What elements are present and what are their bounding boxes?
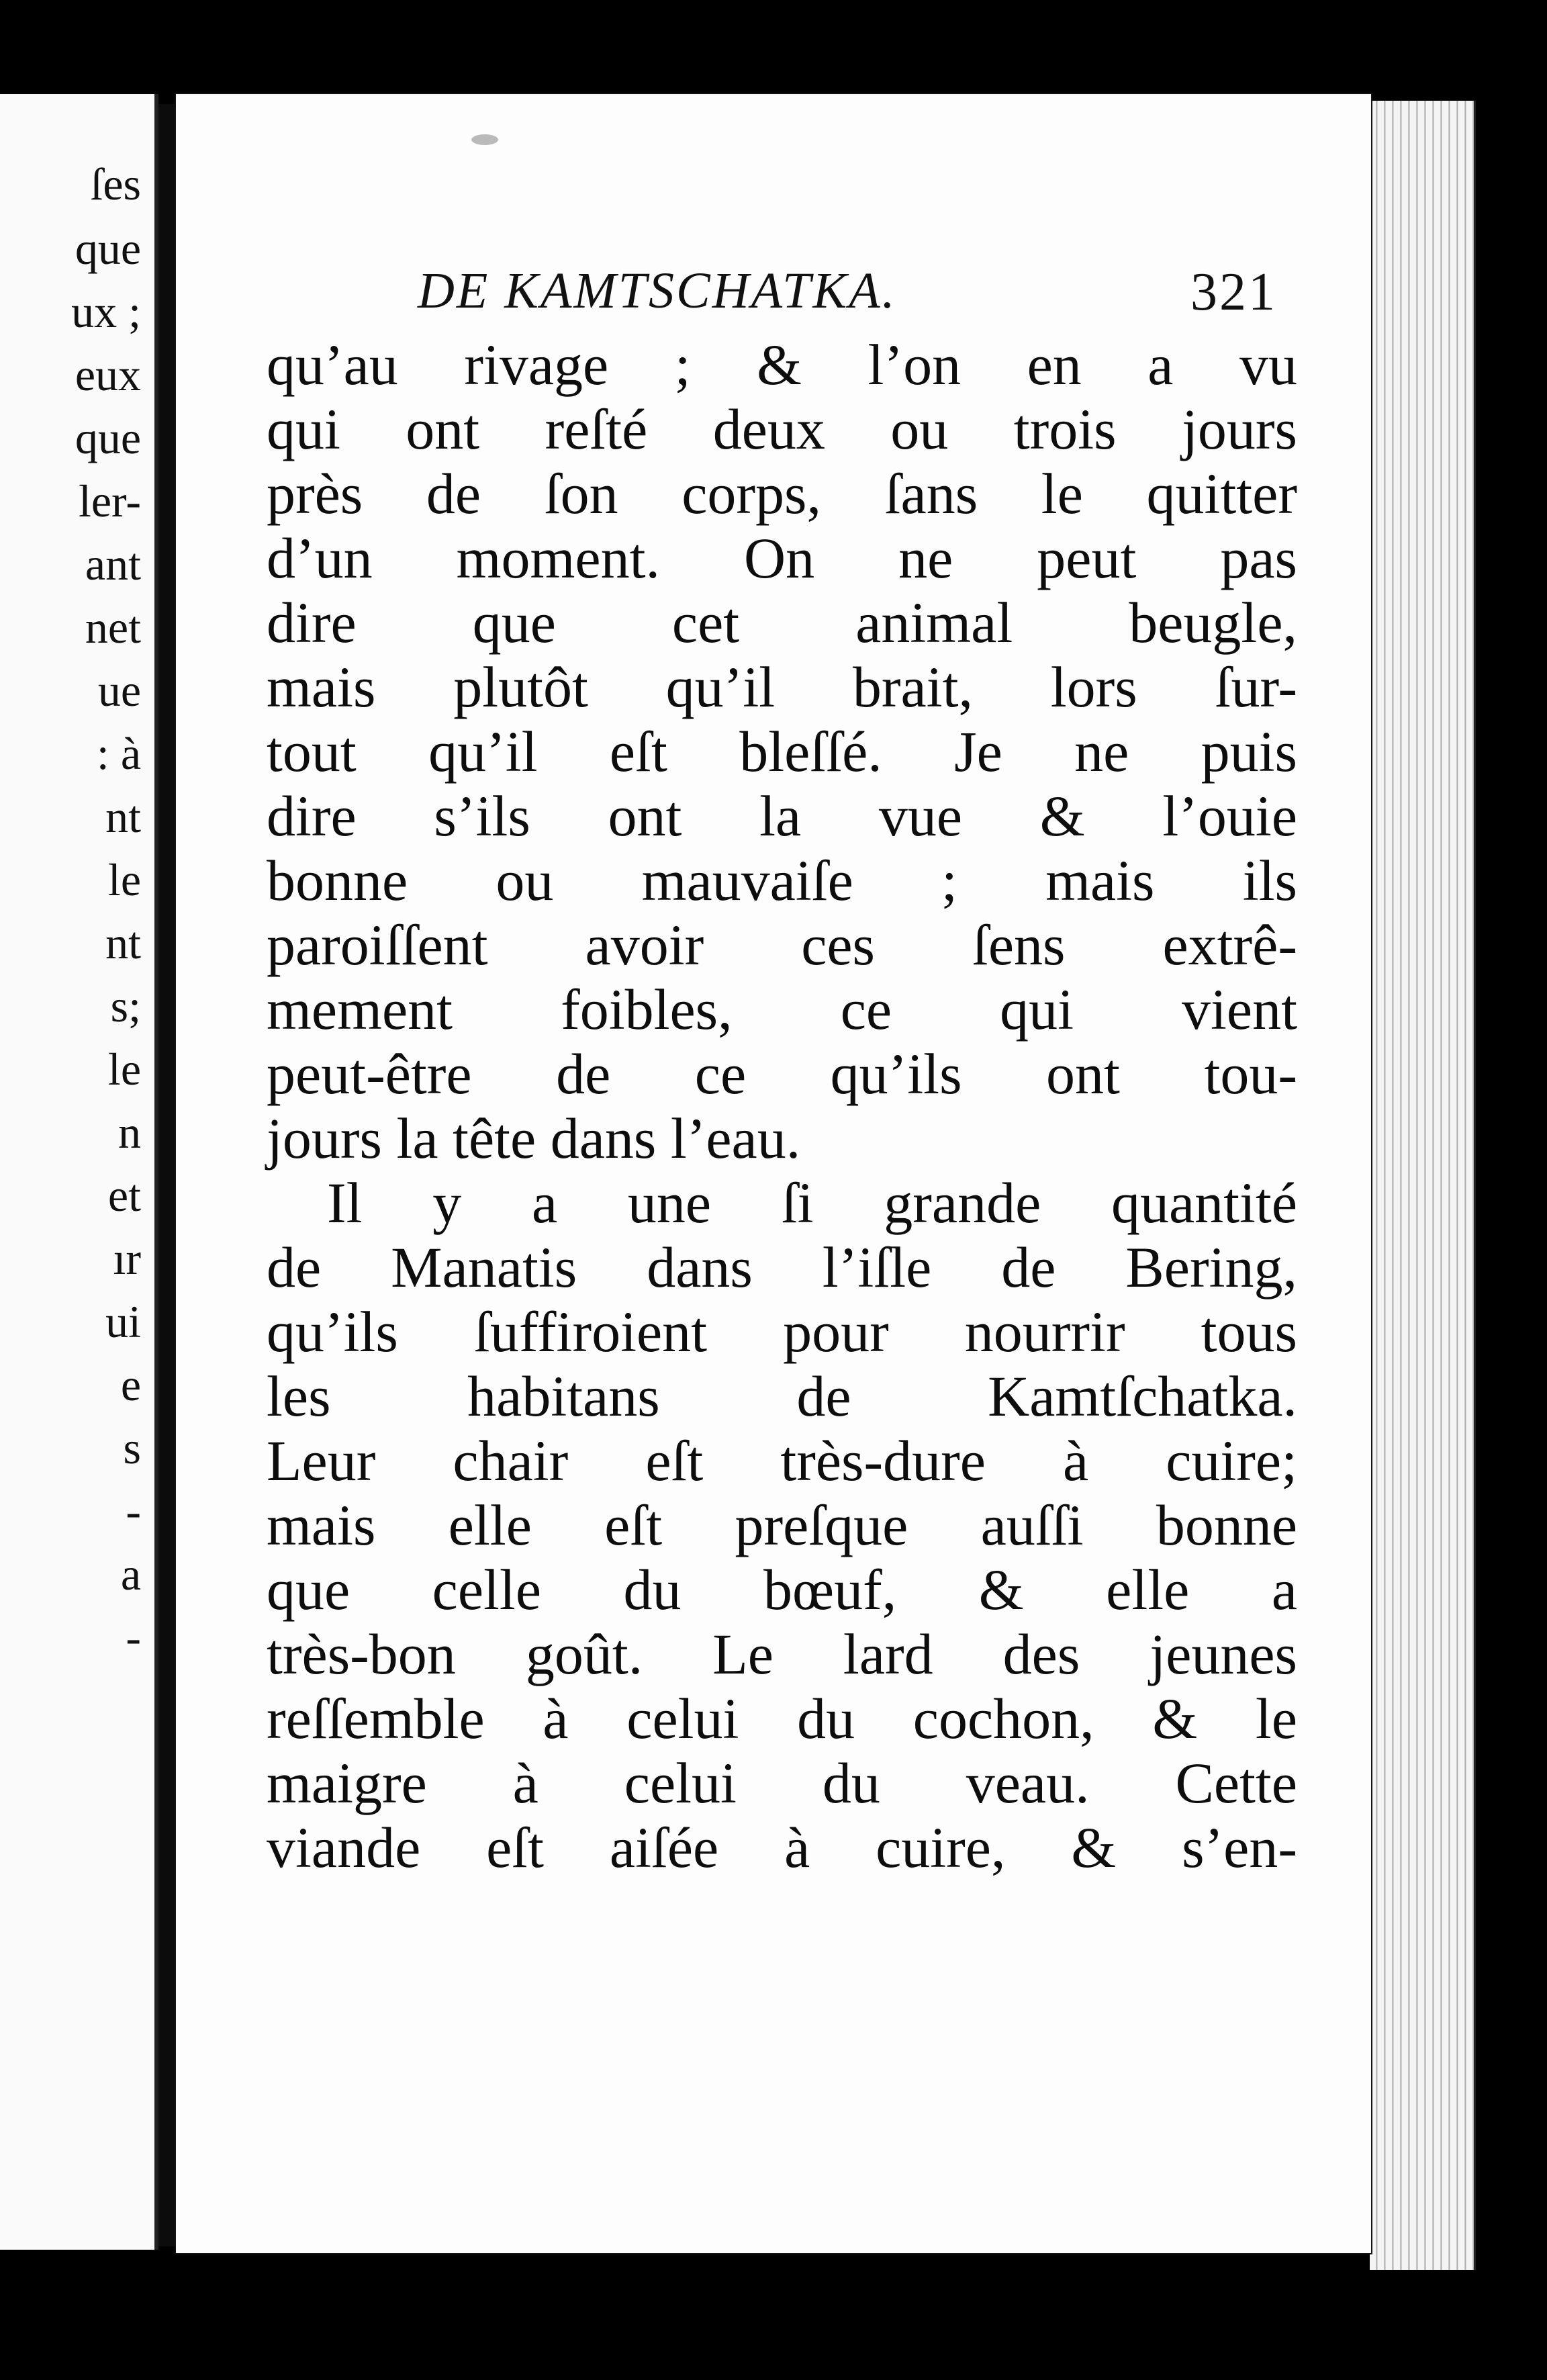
left-fragment: le: [107, 854, 141, 905]
facing-page-left: [0, 94, 158, 2250]
left-fragment: nt: [105, 917, 141, 968]
left-fragment: ui: [105, 1296, 141, 1347]
left-fragment: s;: [110, 980, 141, 1032]
text-line: paroiſſent avoir ces ſens extrê-: [267, 913, 1297, 977]
text-line: qui ont reſté deux ou trois jours: [267, 397, 1297, 461]
text-line: peut-être de ce qu’ils ont tou-: [267, 1042, 1297, 1106]
text-line: d’un moment. On ne peut pas: [267, 526, 1297, 590]
text-line: dire que cet animal beugle,: [267, 590, 1297, 655]
left-fragment: ſes: [90, 158, 141, 210]
left-fragment: ux ;: [71, 286, 141, 337]
paragraph-first-line: Il y a une ſi grande quantité: [327, 1171, 1297, 1235]
page-stack-edges: [1370, 101, 1476, 2270]
left-fragment: ler-: [78, 475, 141, 527]
text-line: dire s’ils ont la vue & l’ouie: [267, 784, 1297, 848]
left-fragment: que: [75, 412, 141, 463]
left-fragment: e: [120, 1359, 141, 1410]
left-fragment: a: [120, 1549, 141, 1600]
left-fragment: ant: [85, 539, 141, 590]
left-fragment: que: [75, 223, 141, 274]
text-line: bonne ou mauvaiſe ; mais ils: [267, 848, 1297, 913]
left-fragment: : à: [96, 728, 141, 779]
text-line: mais elle eſt preſque auſſi bonne: [267, 1493, 1297, 1557]
left-fragment: le: [107, 1044, 141, 1095]
text-line: mais plutôt qu’il brait, lors ſur-: [267, 655, 1297, 719]
running-head: [418, 255, 1277, 329]
text-line: reſſemble à celui du cochon, & le: [267, 1686, 1297, 1751]
left-fragment: s: [123, 1422, 141, 1473]
text-line: de Manatis dans l’iſle de Bering,: [267, 1235, 1297, 1299]
text-line: tout qu’il eſt bleſſé. Je ne puis: [267, 719, 1297, 784]
text-line: très-bon goût. Le lard des jeunes: [267, 1622, 1297, 1686]
left-fragment: -: [126, 1485, 141, 1537]
text-line: jours la tête dans l’eau.: [267, 1106, 801, 1171]
book-page: [176, 94, 1371, 2253]
left-fragment: et: [107, 1170, 141, 1221]
running-head-title: DE KAMTSCHATKA.: [418, 263, 897, 319]
left-fragment: nt: [105, 791, 141, 842]
text-line: les habitans de Kamtſchatka.: [267, 1364, 1297, 1428]
ink-smudge: [471, 134, 498, 145]
page-number: 321: [1190, 263, 1277, 322]
text-line: qu’ils ſuffiroient pour nourrir tous: [267, 1299, 1297, 1364]
left-fragment: ır: [113, 1233, 141, 1284]
text-line: que celle du bœuf, & elle a: [267, 1557, 1297, 1622]
text-line: Leur chair eſt très-dure à cuire;: [267, 1428, 1297, 1493]
left-fragment: eux: [75, 349, 141, 400]
left-fragment: -: [126, 1612, 141, 1663]
left-fragment: n: [118, 1107, 141, 1158]
left-fragment: net: [85, 602, 141, 653]
text-line: qu’au rivage ; & l’on en a vu: [267, 332, 1297, 397]
text-line: près de ſon corps, ſans le quitter: [267, 461, 1297, 526]
text-line: viande eſt aiſée à cuire, & s’en-: [267, 1815, 1297, 1880]
text-line: mement foibles, ce qui vient: [267, 977, 1297, 1042]
left-fragment: ue: [97, 665, 141, 716]
text-line: maigre à celui du veau. Cette: [267, 1751, 1297, 1815]
